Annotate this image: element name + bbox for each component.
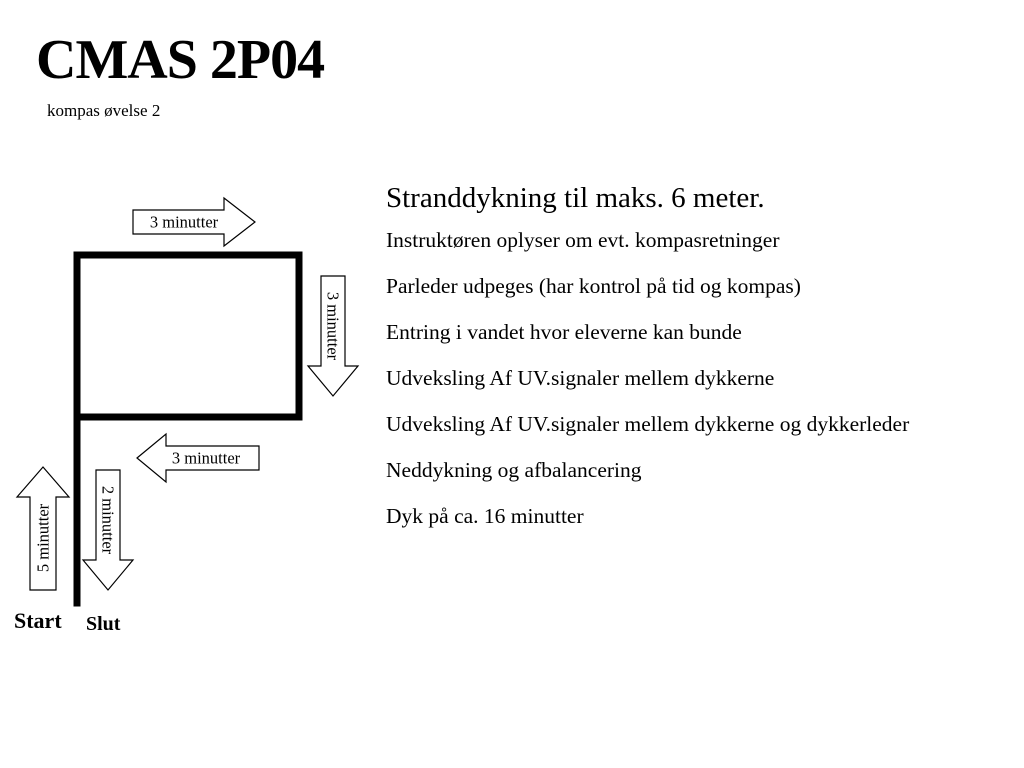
instruction-item: Entring i vandet hvor eleverne kan bunde [386, 320, 742, 344]
slide-subtitle: kompas øvelse 2 [47, 101, 161, 120]
compass-route-diagram [0, 0, 380, 660]
instruction-headline: Stranddykning til maks. 6 meter. [386, 182, 765, 214]
arrow-leg-1-up [17, 467, 69, 590]
leg-1-label: 5 minutter [33, 503, 53, 573]
leg-4-label: 3 minutter [171, 448, 241, 468]
slide-title: CMAS 2P04 [36, 29, 325, 91]
instruction-item: Dyk på ca. 16 minutter [386, 504, 584, 528]
end-label: Slut [86, 613, 121, 635]
instruction-item: Udveksling Af UV.signaler mellem dykkerne [386, 366, 775, 390]
arrow-leg-4-left [137, 434, 259, 482]
arrow-leg-3-down [308, 276, 358, 396]
arrow-leg-5-down [83, 470, 133, 590]
instruction-item: Neddykning og afbalancering [386, 458, 642, 482]
leg-5-label: 2 minutter [98, 485, 118, 555]
leg-2-label: 3 minutter [149, 212, 219, 232]
instruction-item: Parleder udpeges (har kontrol på tid og kompas) [386, 274, 801, 298]
start-label: Start [14, 608, 62, 633]
instruction-item: Udveksling Af UV.signaler mellem dykkerne og dykkerleder [386, 412, 910, 436]
arrow-leg-2-right [133, 198, 255, 246]
leg-3-label: 3 minutter [323, 291, 343, 361]
route-square [77, 255, 299, 417]
instruction-list [386, 180, 909, 548]
instruction-item: Instruktøren oplyser om evt. kompasretninger [386, 228, 780, 252]
